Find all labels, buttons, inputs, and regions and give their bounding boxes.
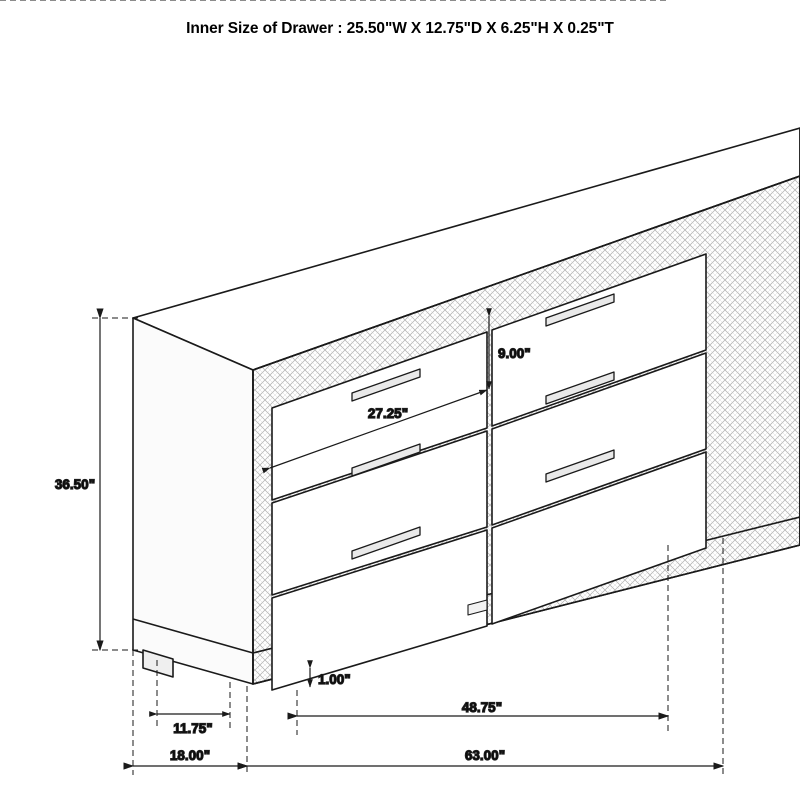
- cabinet-left-side: [133, 318, 253, 684]
- dresser-body: [133, 128, 800, 690]
- dim-label-drawer-height: 9.00": [498, 346, 531, 361]
- page-title: Inner Size of Drawer : 25.50"W X 12.75"D X 6.25"H X 0.25"T: [186, 20, 614, 37]
- dim-label-drawer-width: 27.25": [367, 406, 409, 421]
- dim-label-height-overall: 36.50": [54, 477, 96, 492]
- dim-label-front-inner-width: 48.75": [461, 700, 503, 715]
- dim-label-depth-side: 11.75": [173, 721, 213, 736]
- dim-label-base-height: 1.00": [318, 672, 351, 687]
- dim-label-depth-total: 18.00": [169, 748, 211, 763]
- dim-label-width-overall: 63.00": [464, 748, 506, 763]
